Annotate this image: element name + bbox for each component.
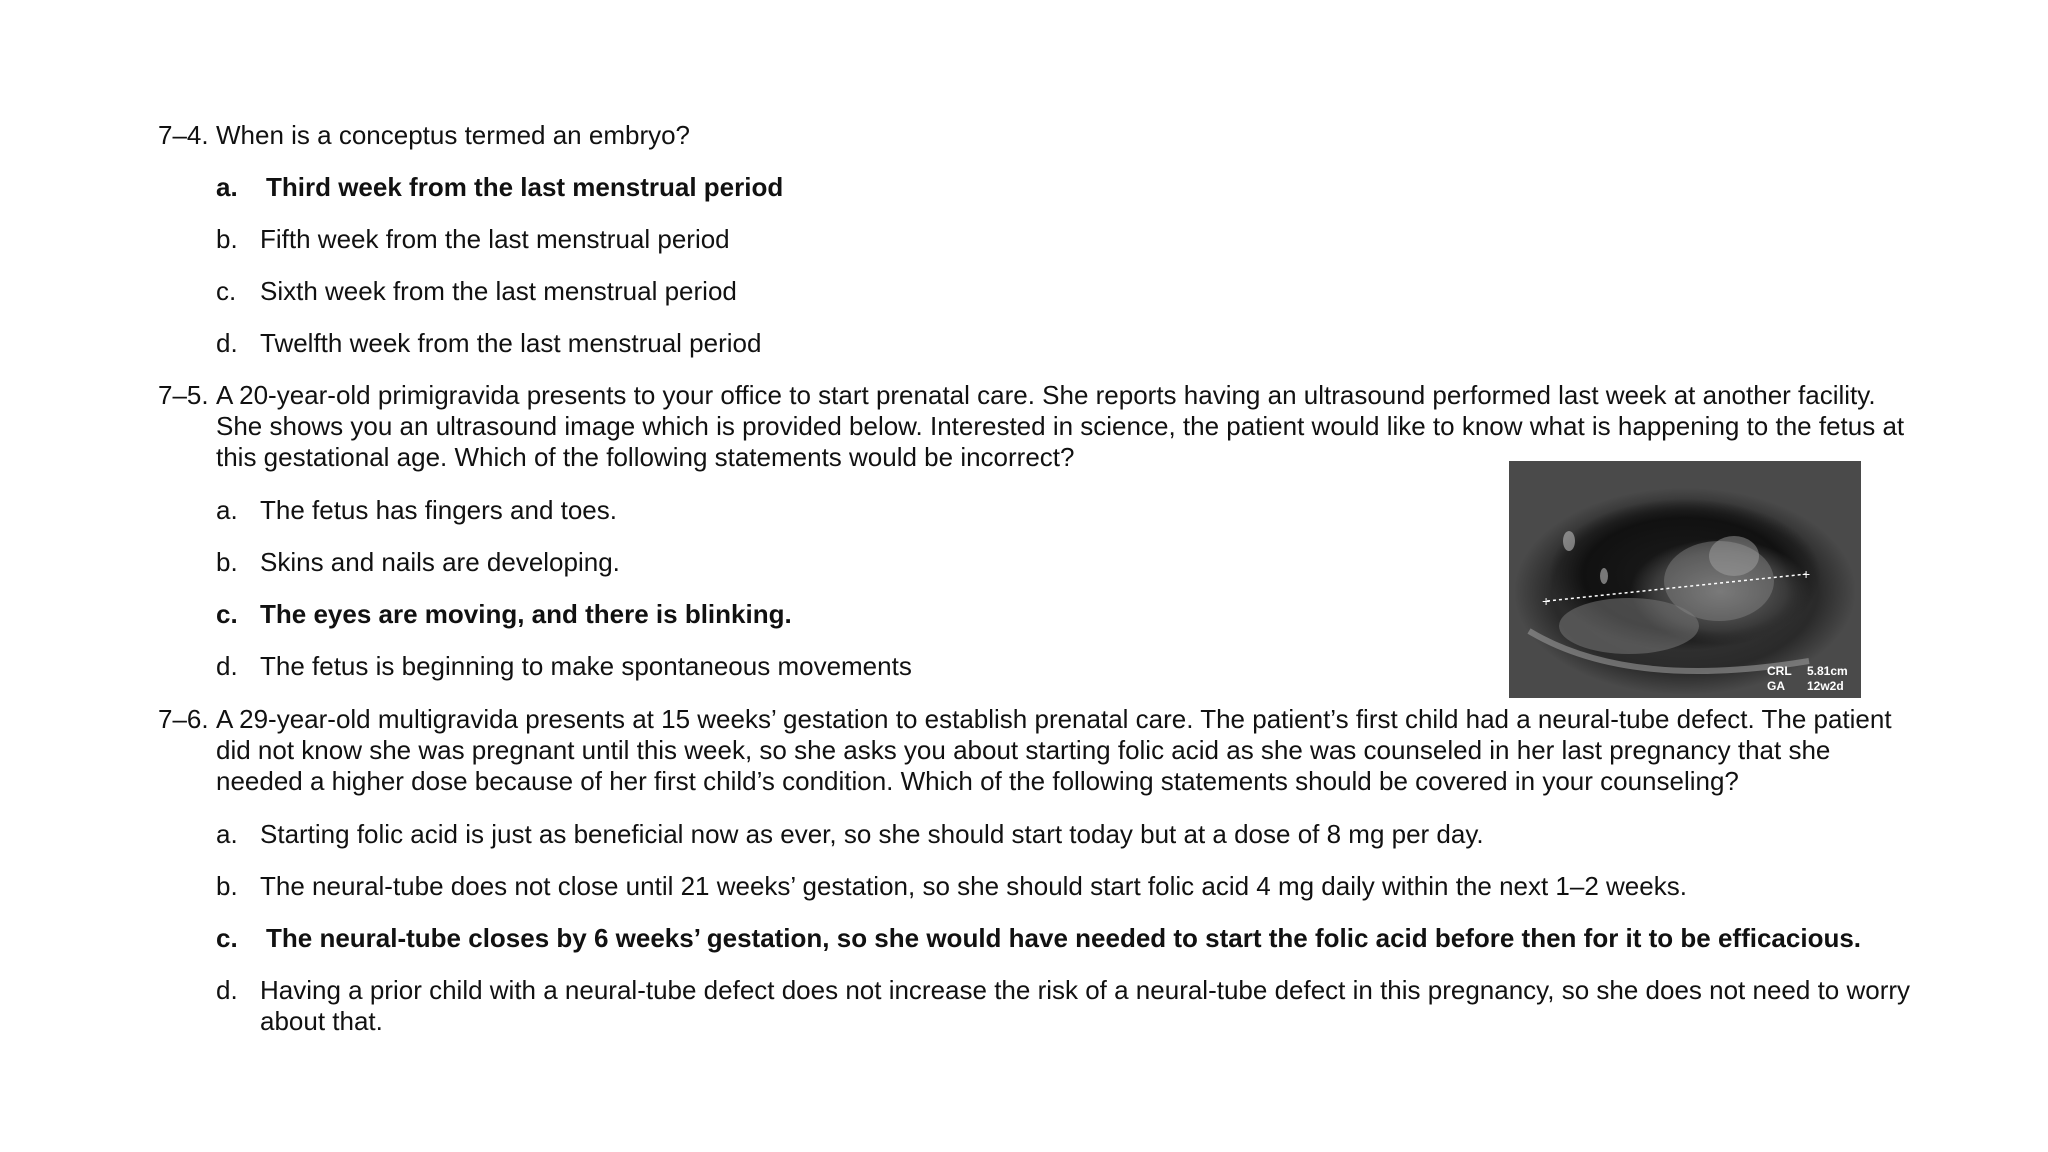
crl-value: 5.81cm bbox=[1807, 664, 1848, 678]
option-text: The neural-tube closes by 6 weeks’ gestation, so she would have needed to start the folic acid before then for it to be efficacious. bbox=[266, 923, 1862, 953]
question-7-6-option-c bbox=[216, 923, 1916, 954]
ultrasound-graphic bbox=[1509, 461, 1861, 698]
ultrasound-image bbox=[1509, 461, 1861, 698]
option-letter: c. bbox=[216, 923, 238, 953]
option-text: Fifth week from the last menstrual period bbox=[260, 224, 730, 254]
question-number: 7–6. bbox=[158, 704, 209, 734]
question-stem: A 20-year-old primigravida presents to your office to start prenatal care. She reports having an ultrasound performed last week at another facility. She shows you an ultrasound image which is provided below. Interested in science, the patient would like to know what is happening to the fetus at this gestational age. Which of the following statements would be incorrect? bbox=[216, 380, 1905, 472]
option-letter: d. bbox=[216, 651, 238, 681]
option-letter: d. bbox=[216, 975, 238, 1005]
question-7-5 bbox=[158, 380, 1918, 473]
question-stem: A 29-year-old multigravida presents at 15 weeks’ gestation to establish prenatal care. The patient’s first child had a neural-tube defect. The patient did not know she was pregnant until this week, so she asks you about starting folic acid as she was counseled in her last pregnancy that she needed a higher dose because of her first child’s condition. Which of the following statements should be covered in your counseling? bbox=[216, 704, 1892, 796]
option-text: Third week from the last menstrual period bbox=[266, 172, 784, 202]
option-letter: c. bbox=[216, 599, 238, 629]
option-letter: a. bbox=[216, 172, 238, 202]
option-text: The eyes are moving, and there is blinking. bbox=[260, 599, 792, 629]
question-7-4-option-a bbox=[216, 172, 1916, 203]
option-text: The fetus is beginning to make spontaneous movements bbox=[260, 651, 912, 681]
crl-label: CRL bbox=[1767, 664, 1792, 678]
option-text: Skins and nails are developing. bbox=[260, 547, 620, 577]
svg-text:+: + bbox=[1802, 566, 1811, 582]
option-letter: b. bbox=[216, 224, 238, 254]
question-7-6-option-d bbox=[216, 975, 1916, 1037]
option-text: The neural-tube does not close until 21 weeks’ gestation, so she should start folic acid 4 mg daily within the next 1–2 weeks. bbox=[260, 871, 1687, 901]
svg-text:+: + bbox=[1542, 593, 1551, 609]
question-7-6 bbox=[158, 704, 1918, 797]
option-letter: d. bbox=[216, 328, 238, 358]
question-stem: When is a conceptus termed an embryo? bbox=[216, 120, 691, 150]
option-letter: a. bbox=[216, 819, 238, 849]
option-letter: a. bbox=[216, 495, 238, 525]
option-text: Starting folic acid is just as beneficial now as ever, so she should start today but at a dose of 8 mg per day. bbox=[260, 819, 1484, 849]
ga-value: 12w2d bbox=[1807, 679, 1844, 693]
option-letter: c. bbox=[216, 276, 237, 306]
option-text: The fetus has fingers and toes. bbox=[260, 495, 617, 525]
question-7-4 bbox=[158, 120, 1918, 151]
option-text: Having a prior child with a neural-tube defect does not increase the risk of a neural-tube defect in this pregnancy, so she does not need to worry about that. bbox=[260, 975, 1911, 1036]
question-7-4-option-c bbox=[216, 276, 1916, 307]
question-number: 7–4. bbox=[158, 120, 209, 150]
ga-label: GA bbox=[1767, 679, 1785, 693]
option-text: Twelfth week from the last menstrual period bbox=[260, 328, 762, 358]
question-7-6-option-b bbox=[216, 871, 1916, 902]
question-number: 7–5. bbox=[158, 380, 209, 410]
option-letter: b. bbox=[216, 547, 238, 577]
option-letter: b. bbox=[216, 871, 238, 901]
question-7-4-option-b bbox=[216, 224, 1916, 255]
question-7-4-option-d bbox=[216, 328, 1916, 359]
question-7-6-option-a bbox=[216, 819, 1916, 850]
option-text: Sixth week from the last menstrual period bbox=[260, 276, 737, 306]
